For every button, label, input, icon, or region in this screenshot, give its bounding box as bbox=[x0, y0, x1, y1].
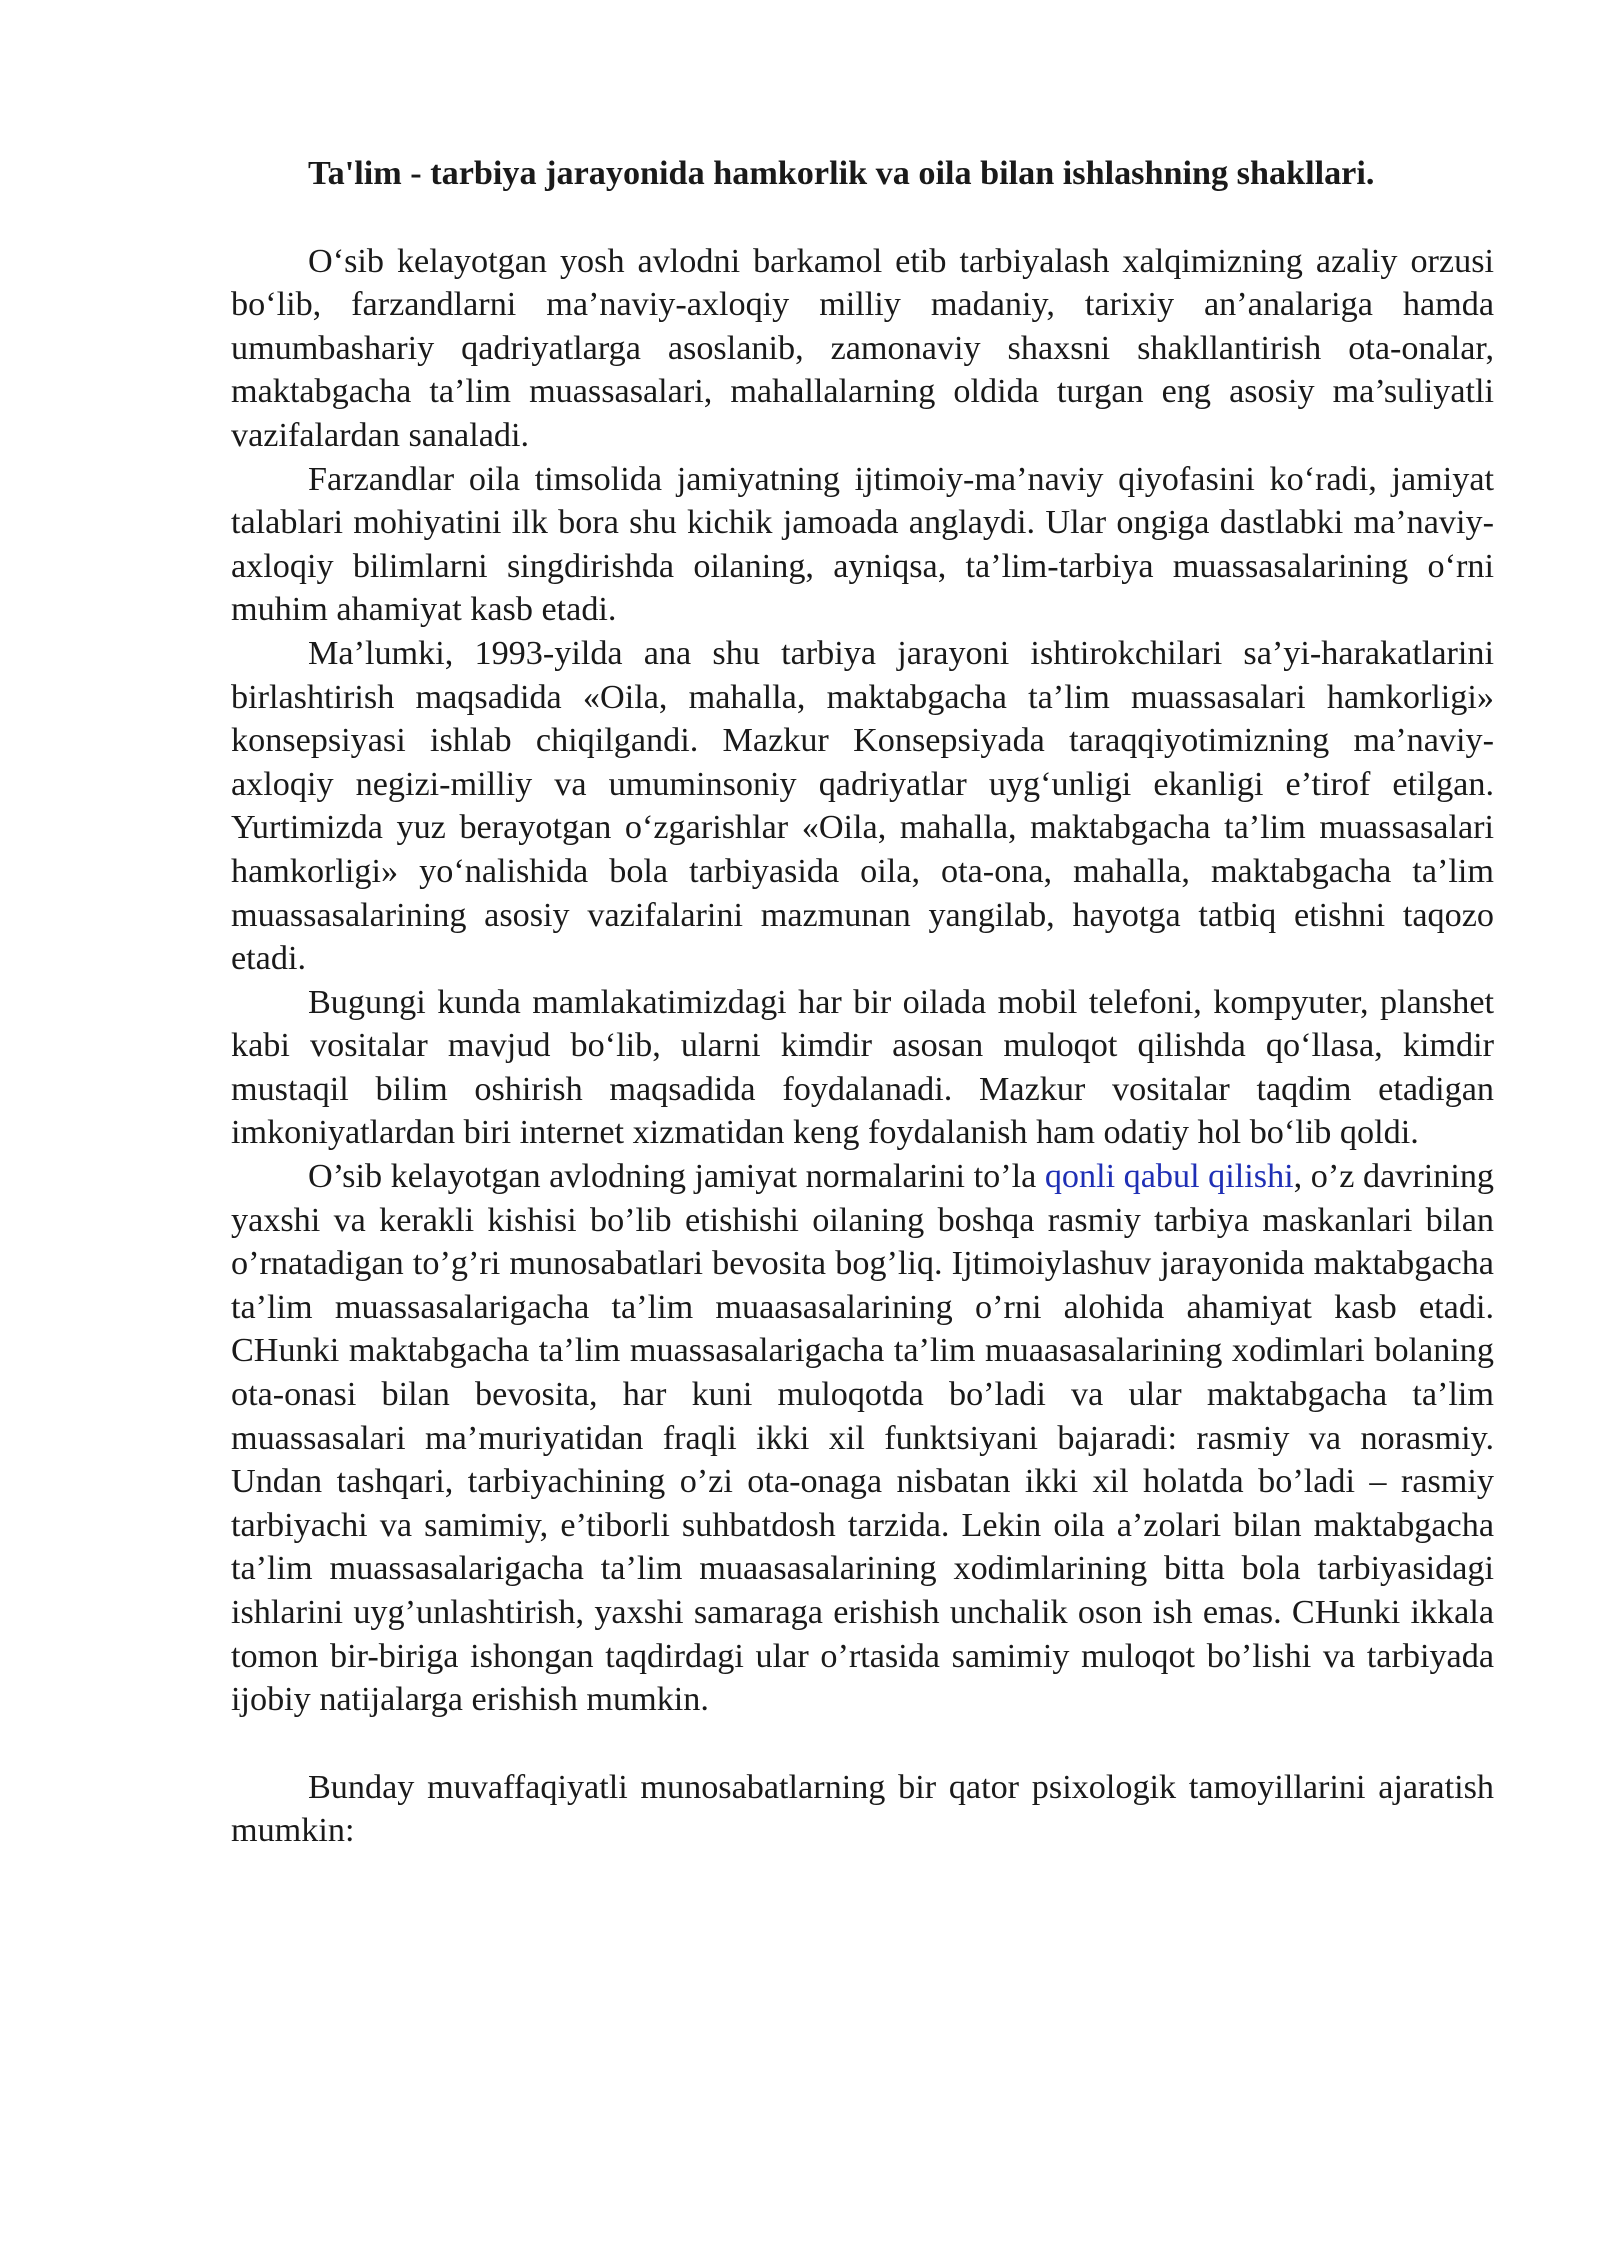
paragraph-5 bbox=[231, 1155, 1494, 1722]
paragraph-5-text-before: O’sib kelayotgan avlodning jamiyat normalarini to’la bbox=[308, 1158, 1045, 1196]
paragraph-3: Ma’lumki, 1993-yilda ana shu tarbiya jarayoni ishtirokchilari sa’yi-harakatlarini birlashtirish maqsadida «Oila, mahalla, maktabgacha ta’lim muassasalari hamkorligi» konsepsiyasi ishlab chiqilgandi. Mazkur Konsepsiyada taraqqiyotimizning ma’naviy-axloqiy negizi-milliy va umuminsoniy qadriyatlar uyg‘unligi ekanligi e’tirof etilgan. Yurtimizda yuz berayotgan o‘zgarishlar «Oila, mahalla, maktabgacha ta’lim muassasalari hamkorligi» yo‘nalishida bola tarbiyasida oila, ota-ona, mahalla, maktabgacha ta’lim muassasalarining asosiy vazifalarini mazmunan yangilab, hayotga tatbiq etishni taqozo etadi. bbox=[231, 634, 1494, 978]
document-title: Ta'lim - tarbiya jarayonida hamkorlik va oila bilan ishlashning shakllari. bbox=[308, 155, 1375, 192]
paragraph-1: O‘sib kelayotgan yosh avlodni barkamol etib tarbiyalash xalqimizning azaliy orzusi bo‘lib, farzandlarni ma’naviy-axloqiy milliy madaniy, tarixiy an’analariga hamda umumbashariy qadriyatlarga asoslanib, zamonaviy shaxsni shakllantirish ota-onalar, maktabgacha ta’lim muassasalari, mahallalarning oldida turgan eng asosiy ma’suliyatli vazifalardan sanaladi. bbox=[231, 242, 1494, 454]
inline-link[interactable]: qonli qabul qilishi bbox=[1044, 1158, 1294, 1196]
paragraph-2: Farzandlar oila timsolida jamiyatning ijtimoiy-ma’naviy qiyofasini ko‘radi, jamiyat talablari mohiyatini ilk bora shu kichik jamoada anglaydi. Ular ongiga dastlabki ma’naviy-axloqiy bilimlarni singdirishda oilaning, ayniqsa, ta’lim-tarbiya muassasalarining o‘rni muhim ahamiyat kasb etadi. bbox=[231, 460, 1494, 629]
closing-paragraph: Bunday muvaffaqiyatli munosabatlarning bir qator psixologik tamoyillarini ajaratish mumkin: bbox=[231, 1768, 1494, 1850]
paragraph-5-text-after: , o’z davrining yaxshi va kerakli kishisi bo’lib etishishi oilaning boshqa rasmiy tarbiya maskanlari bilan o’rnatadigan to’g’ri munosabatlari bevosita bog’liq. Ijtimoiylashuv jarayonida maktabgacha ta’lim muassasalarigacha ta’lim muaasasalarining o’rni alohida ahamiyat kasb etadi. CHunki maktabgacha ta’lim muassasalarigacha ta’lim muaasasalarining xodimlari bolaning ota-onasi bilan bevosita, har kuni muloqotda bo’ladi va ular maktabgacha ta’lim muassasalari ma’muriyatidan fraqli ikki xil funktsiyani bajaradi: rasmiy va norasmiy. Undan tashqari, tarbiyachining o’zi ota-onaga nisbatan ikki xil holatda bo’ladi – rasmiy tarbiyachi va samimiy, e’tiborli suhbatdosh tarzida. Lekin oila a’zolari bilan maktabgacha ta’lim muassasalarigacha ta’lim muaasasalarining xodimlarining bitta bola tarbiyasidagi ishlarini uyg’unlashtirish, yaxshi samaraga erishish unchalik oson ish emas. CHunki ikkala tomon bir-biriga ishongan taqdirdagi ular o’rtasida samimiy muloqot bo’lishi va tarbiyada ijobiy natijalarga erishish mumkin. bbox=[231, 1158, 1495, 1719]
document-page bbox=[231, 152, 1494, 1853]
paragraph-4: Bugungi kunda mamlakatimizdagi har bir oilada mobil telefoni, kompyuter, planshet kabi vositalar mavjud bo‘lib, ularni kimdir asosan muloqot qilishda qo‘llasa, kimdir mustaqil bilim oshirish maqsadida foydalanadi. Mazkur vositalar taqdim etadigan imkoniyatlardan biri internet xizmatidan keng foydalanish ham odatiy hol bo‘lib qoldi. bbox=[231, 983, 1494, 1152]
